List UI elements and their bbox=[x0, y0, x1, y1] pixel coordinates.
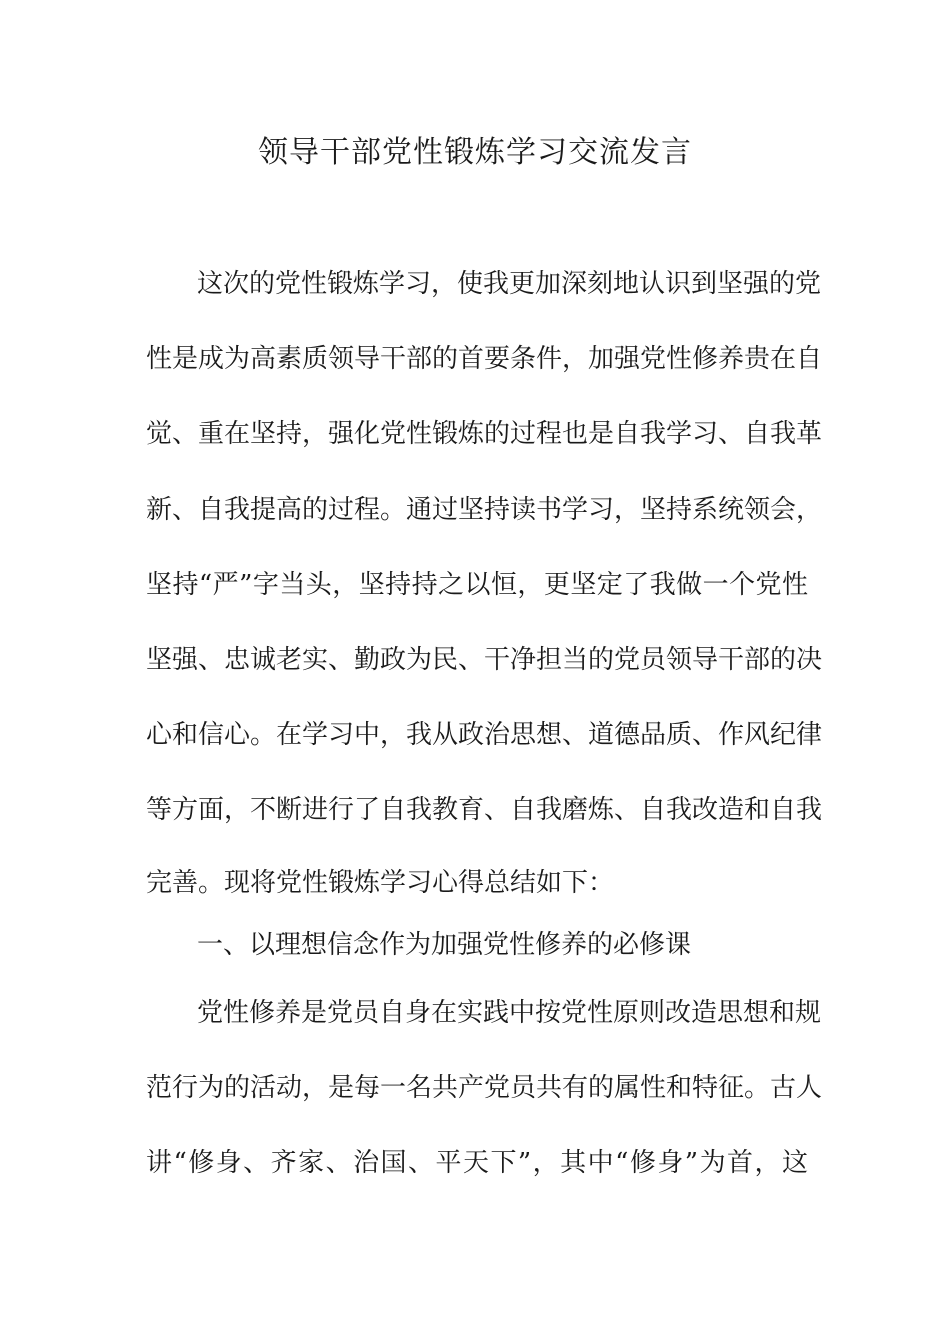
paragraph-line: 讲“修身、齐家、治国、平天下”，其中“修身”为首，这 bbox=[146, 1148, 808, 1178]
document-title: 领导干部党性锻炼学习交流发言 bbox=[258, 135, 692, 170]
paragraph-line: 性是成为高素质领导干部的首要条件，加强党性修养贵在自 bbox=[146, 344, 823, 374]
paragraph-line: 坚强、忠诚老实、勤政为民、干净担当的党员领导干部的决 bbox=[146, 645, 823, 675]
paragraph-line: 觉、重在坚持，强化党性锻炼的过程也是自我学习、自我革 bbox=[146, 419, 823, 449]
paragraph-line: 党性修养是党员自身在实践中按党性原则改造思想和规 bbox=[197, 998, 822, 1028]
paragraph-line: 坚持“严”字当头，坚持持之以恒，更坚定了我做一个党性 bbox=[146, 570, 808, 600]
section-heading: 一、以理想信念作为加强党性修养的必修课 bbox=[197, 930, 692, 960]
paragraph-line: 这次的党性锻炼学习，使我更加深刻地认识到坚强的党 bbox=[197, 269, 822, 299]
paragraph-line: 范行为的活动，是每一名共产党员共有的属性和特征。古人 bbox=[146, 1073, 823, 1103]
paragraph-line: 心和信心。在学习中，我从政治思想、道德品质、作风纪律 bbox=[146, 720, 823, 750]
paragraph-line: 完善。现将党性锻炼学习心得总结如下： bbox=[146, 868, 615, 898]
paragraph-line: 新、自我提高的过程。通过坚持读书学习，坚持系统领会， bbox=[146, 495, 823, 525]
paragraph-line: 等方面，不断进行了自我教育、自我磨炼、自我改造和自我 bbox=[146, 795, 823, 825]
